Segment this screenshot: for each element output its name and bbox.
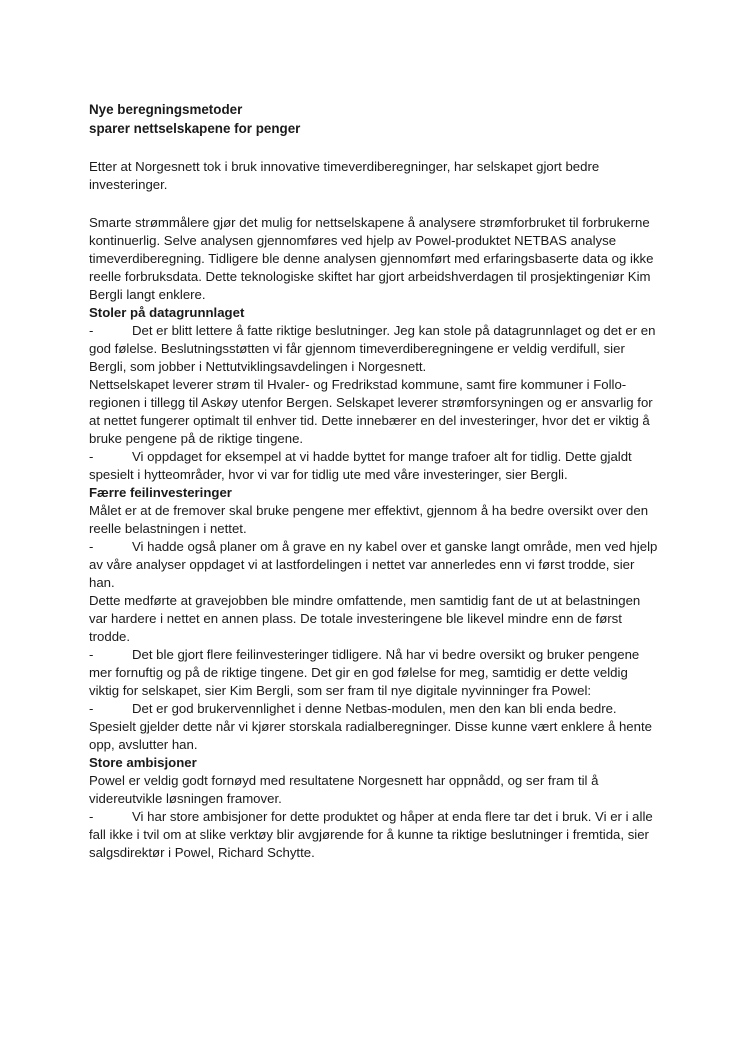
heading-ambisjoner: Store ambisjoner (89, 755, 197, 770)
title-line-1: Nye beregningsmetoder (89, 102, 243, 117)
quote-4 (89, 646, 659, 700)
quote-text: Det ble gjort flere feilinvesteringer tidligere. Nå har vi bedre oversikt og bruker pengene mer fornuftig og på de riktige tingene. Det gir en god følelse for meg, samtidig er dette veldig viktig for selskapet, sier Kim Bergli, som ser fram til nye digitale nyvinninger fra Powel: (89, 647, 640, 698)
quote-text: Vi hadde også planer om å grave en ny kabel over et ganske langt område, men ved hjelp av våre analyser oppdaget vi at lastfordelingen i nettet var annerledes enn vi først trodde, sier han. (89, 539, 658, 590)
quote-2 (89, 448, 659, 484)
article-title (89, 100, 659, 138)
quote-dash: - (89, 701, 94, 716)
quote-text: Det er god brukervennlighet i denne Netbas-modulen, men den kan bli enda bedre. Spesielt gjelder dette når vi kjører storskala radialberegninger. Disse kunne vært enklere å hente opp, avslutter han. (89, 701, 652, 752)
ingress: Etter at Norgesnett tok i bruk innovative timeverdiberegninger, har selskapet gjort bedre investeringer. (89, 159, 600, 192)
quote-dash: - (89, 449, 94, 464)
paragraph-nettselskapet: Nettselskapet leverer strøm til Hvaler- og Fredrikstad kommune, samt fire kommuner i Follo-regionen i tillegg til Askøy utenfor Bergen. Selskapet leverer strømforsyningen og er ansvarlig for at nettet fungerer optimalt til enhver tid. Dette innebærer en del investeringer, hvor det er viktig å bruke pengene på de riktige tingene. (89, 377, 653, 446)
quote-text: Det er blitt lettere å fatte riktige beslutninger. Jeg kan stole på datagrunnlaget og det er en god følelse. Beslutningsstøtten vi får gjennom timeverdiberegningene er veldig verdifull, sier Bergli, som jobber i Nettutviklingsavdelingen i Norgesnett. (89, 323, 656, 374)
article (89, 100, 659, 862)
quote-3 (89, 538, 659, 592)
paragraph-maalet: Målet er at de fremover skal bruke pengene mer effektivt, gjennom å ha bedre oversikt over den reelle belastningen i nettet. (89, 503, 649, 536)
quote-dash: - (89, 809, 94, 824)
quote-6 (89, 808, 659, 862)
heading-stoler: Stoler på datagrunnlaget (89, 305, 245, 320)
quote-dash: - (89, 647, 94, 662)
quote-text: Vi har store ambisjoner for dette produktet og håper at enda flere tar det i bruk. Vi er i alle fall ikke i tvil om at slike verktøy blir avgjørende for å kunne ta riktige beslutninger i fremtida, sier salgsdirektør i Powel, Richard Schytte. (89, 809, 653, 860)
paragraph-powel: Powel er veldig godt fornøyd med resultatene Norgesnett har oppnådd, og ser fram til å videreutvikle løsningen framover. (89, 773, 599, 806)
quote-dash: - (89, 323, 94, 338)
quote-1 (89, 322, 659, 376)
heading-faerre: Færre feilinvesteringer (89, 485, 232, 500)
paragraph-gravejobben: Dette medførte at gravejobben ble mindre omfattende, men samtidig fant de ut at belastningen var hardere i nettet en annen plass. De totale investeringene ble likevel mindre enn de først trodde. (89, 593, 641, 644)
title-line-2: sparer nettselskapene for penger (89, 121, 301, 136)
quote-text: Vi oppdaget for eksempel at vi hadde byttet for mange trafoer alt for tidlig. Dette gjaldt spesielt i hytteområder, hvor vi var for tidlig ute med våre investeringer, sier Bergli. (89, 449, 632, 482)
paragraph-intro: Smarte strømmålere gjør det mulig for nettselskapene å analysere strømforbruket til forbrukerne kontinuerlig. Selve analysen gjennomføres ved hjelp av Powel-produktet NETBAS analyse timeverdiberegning. Tidligere ble denne analysen gjennomført med erfaringsbaserte data og ikke reelle forbruksdata. Dette teknologiske skiftet har gjort arbeidshverdagen til prosjektingeniør Kim Bergli langt enklere. (89, 215, 654, 302)
quote-dash: - (89, 539, 94, 554)
quote-5 (89, 700, 659, 754)
